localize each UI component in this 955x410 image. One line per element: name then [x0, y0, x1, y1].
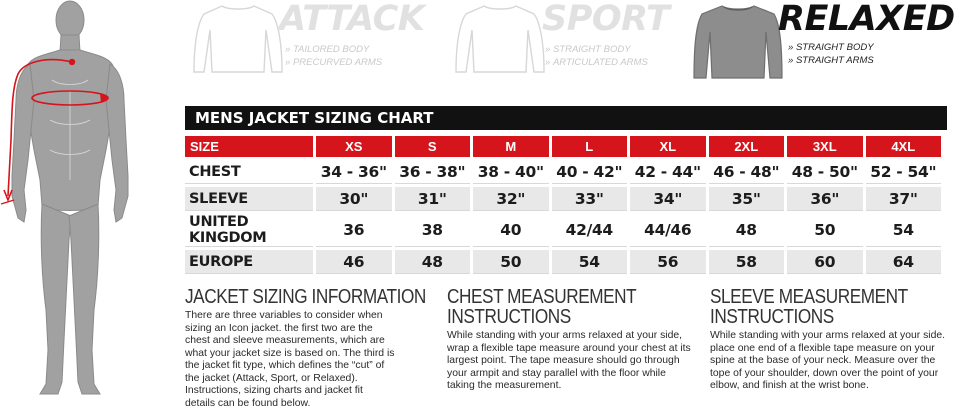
fit-sport [454, 0, 674, 100]
fit-features [285, 43, 382, 69]
heading-line: INSTRUCTIONS [447, 306, 571, 328]
table-cell: 48 [709, 214, 785, 247]
section-heading [710, 287, 915, 327]
table-cell: 38 - 40" [473, 160, 549, 184]
fit-feature: » STRAIGHT BODY [788, 41, 874, 54]
heading-line: CHEST MEASUREMENT [447, 286, 637, 308]
table-cell: 36 [316, 214, 392, 247]
table-cell: 31" [395, 187, 471, 211]
table-cell: 54 [552, 250, 628, 274]
fit-feature: » TAILORED BODY [285, 43, 382, 56]
table-header-row [185, 136, 941, 157]
size-header: XL [630, 136, 706, 157]
attack-jacket-icon [192, 2, 284, 76]
table-cell: 42/44 [552, 214, 628, 247]
table-cell: 64 [866, 250, 942, 274]
row-label: CHEST [185, 160, 313, 184]
table-cell: 30" [316, 187, 392, 211]
fit-relaxed [692, 0, 955, 100]
table-cell: 48 - 50" [787, 160, 863, 184]
mannequin-illustration [0, 0, 175, 400]
table-cell: 46 - 48" [709, 160, 785, 184]
fit-name: RELAXED [778, 0, 955, 39]
sport-jacket-icon [454, 2, 546, 76]
sizing-table [182, 133, 944, 277]
section-heading [447, 287, 657, 327]
table-cell: 36 - 38" [395, 160, 471, 184]
size-header: L [552, 136, 628, 157]
row-label: EUROPE [185, 250, 313, 274]
fit-attack [192, 0, 432, 100]
section-body: There are three variables to consider when sizing an Icon jacket. the first two are the chest and sleeve measurements, which are what your jacket size is based on. The third is the jacket fit type, which defines the “cut” of the jacket (Attack, Sport, or Relaxed). Instructions, sizing charts and jacket fit details can be found below. [185, 310, 395, 409]
heading-line: JACKET SIZING INFORMATION [185, 286, 426, 308]
fit-name: SPORT [542, 0, 670, 39]
table-cell: 60 [787, 250, 863, 274]
table-cell: 52 - 54" [866, 160, 942, 184]
table-cell: 36" [787, 187, 863, 211]
table-cell: 44/46 [630, 214, 706, 247]
row-label: SLEEVE [185, 187, 313, 211]
relaxed-jacket-icon [692, 2, 784, 82]
sleeve-measurement-info [710, 287, 948, 393]
heading-line: INSTRUCTIONS [710, 306, 834, 328]
chest-measurement-info [447, 287, 691, 393]
table-cell: 34 - 36" [316, 160, 392, 184]
table-row-united-kingdom [185, 214, 941, 247]
table-cell: 40 - 42" [552, 160, 628, 184]
size-header: 3XL [787, 136, 863, 157]
fit-feature: » ARTICULATED ARMS [545, 56, 648, 69]
table-cell: 50 [787, 214, 863, 247]
fit-feature: » STRAIGHT ARMS [788, 54, 874, 67]
table-cell: 58 [709, 250, 785, 274]
fit-feature: » PRECURVED ARMS [285, 56, 382, 69]
table-cell: 42 - 44" [630, 160, 706, 184]
table-cell: 34" [630, 187, 706, 211]
table-cell: 46 [316, 250, 392, 274]
body-figure [0, 0, 175, 400]
size-header: XS [316, 136, 392, 157]
size-header: M [473, 136, 549, 157]
table-cell: 37" [866, 187, 942, 211]
size-header: 2XL [709, 136, 785, 157]
fit-name: ATTACK [279, 0, 425, 39]
fit-feature: » STRAIGHT BODY [545, 43, 648, 56]
fit-features [545, 43, 648, 69]
size-header: S [395, 136, 471, 157]
sizing-chart-title: MENS JACKET SIZING CHART [185, 106, 947, 130]
row-label: UNITED KINGDOM [185, 214, 313, 247]
table-cell: 33" [552, 187, 628, 211]
table-cell: 38 [395, 214, 471, 247]
table-row-europe [185, 250, 941, 274]
table-row-chest [185, 160, 941, 184]
table-cell: 40 [473, 214, 549, 247]
heading-line: SLEEVE MEASUREMENT [710, 286, 908, 308]
table-cell: 56 [630, 250, 706, 274]
table-cell: 35" [709, 187, 785, 211]
fit-features [788, 41, 874, 67]
jacket-sizing-info [185, 286, 426, 410]
table-cell: 50 [473, 250, 549, 274]
size-header: 4XL [866, 136, 942, 157]
table-cell: 54 [866, 214, 942, 247]
table-row-sleeve [185, 187, 941, 211]
size-column-header: SIZE [185, 136, 313, 157]
section-body: While standing with your arms relaxed at your side, wrap a flexible tape measure around your chest at its largest point. The tape measure should go through your armpit and stay parallel with the floor while taking the measurement. [447, 330, 691, 391]
section-heading [185, 286, 426, 308]
table-cell: 32" [473, 187, 549, 211]
table-cell: 48 [395, 250, 471, 274]
section-body: While standing with your arms relaxed at your side. place one end of a flexible tape measure on your spine at the base of your neck. Measure over the tope of your shoulder, down over the point of your elbow, and finish at the wrist bone. [710, 330, 946, 391]
